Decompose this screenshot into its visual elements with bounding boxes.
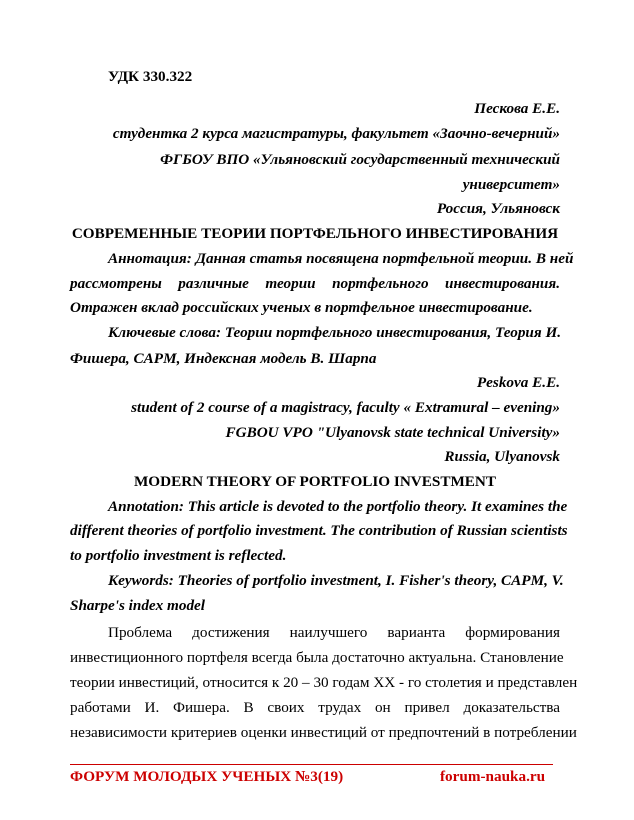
body-line-3: теории инвестиций, относится к 20 – 30 годам XX - го столетия и представлен (70, 674, 578, 691)
annotation-en-line-3: to portfolio investment is reflected. (70, 547, 287, 564)
udk-code: УДК 330.322 (108, 68, 193, 85)
affiliation-en-line-3: Russia, Ulyanovsk (444, 448, 560, 465)
affiliation-ru-line-3: университет» (462, 176, 560, 193)
affiliation-ru-line-1: студентка 2 курса магистратуры, факультет «Заочно-вечерний» (112, 125, 560, 142)
footer-website: forum-nauka.ru (440, 768, 546, 785)
affiliation-en-line-1: student of 2 course of a magistracy, faculty « Extramural – evening» (131, 399, 560, 416)
body-line-1: Проблема достижения наилучшего варианта формирования (108, 624, 560, 641)
keywords-en-line-2: Sharpe's index model (70, 597, 206, 614)
annotation-ru-line-1: Аннотация: Данная статья посвящена портфельной теории. В ней (108, 250, 574, 267)
footer-divider (70, 764, 553, 765)
keywords-en-line-1: Keywords: Theories of portfolio investment, I. Fisher's theory, CAPM, V. (108, 572, 564, 589)
body-line-2: инвестиционного портфеля всегда была достаточно актуальна. Становление (70, 649, 564, 666)
annotation-en-line-1: Annotation: This article is devoted to the portfolio theory. It examines the (108, 498, 568, 515)
author-en: Peskova E.E. (476, 374, 560, 391)
annotation-ru-line-3: Отражен вклад российских ученых в портфельное инвестирование. (70, 299, 533, 316)
body-line-5: независимости критериев оценки инвестиций от предпочтений в потреблении (70, 724, 577, 741)
annotation-ru-line-2: рассмотрены различные теории портфельного инвестирования. (70, 275, 560, 292)
affiliation-en-line-2: FGBOU VPO "Ulyanovsk state technical University» (225, 424, 560, 441)
affiliation-ru-line-2: ФГБОУ ВПО «Ульяновский государственный технический (160, 151, 560, 168)
title-en: MODERN THEORY OF PORTFOLIO INVESTMENT (133, 473, 497, 490)
author-ru: Пескова Е.Е. (474, 100, 560, 117)
affiliation-ru-line-4: Россия, Ульяновск (436, 200, 560, 217)
keywords-ru-line-1: Ключевые слова: Теории портфельного инвестирования, Теория И. (108, 324, 562, 341)
body-line-4: работами И. Фишера. В своих трудах он привел доказательства (70, 699, 560, 716)
keywords-ru-line-2: Фишера, CAPM, Индексная модель В. Шарпа (70, 350, 377, 367)
annotation-en-line-2: different theories of portfolio investment. The contribution of Russian scientists (70, 522, 568, 539)
title-ru: СОВРЕМЕННЫЕ ТЕОРИИ ПОРТФЕЛЬНОГО ИНВЕСТИРОВАНИЯ (71, 225, 559, 242)
footer-journal-title: ФОРУМ МОЛОДЫХ УЧЕНЫХ №3(19) (70, 768, 344, 785)
